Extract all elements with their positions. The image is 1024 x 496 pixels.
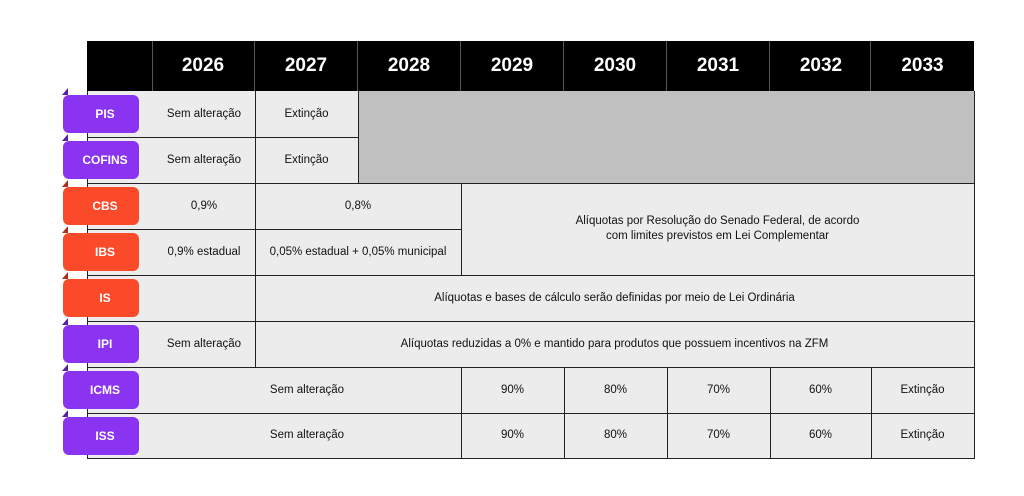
iss-2032-cell: 60% bbox=[770, 413, 871, 458]
grid-line bbox=[255, 91, 256, 183]
grid-line bbox=[87, 229, 461, 230]
is-span-cell: Alíquotas e bases de cálculo serão definidas por meio de Lei Ordinária bbox=[255, 275, 974, 321]
is-2026-cell bbox=[153, 275, 255, 321]
cofins-2027-cell: Extinção bbox=[255, 137, 358, 183]
grid-line bbox=[564, 367, 565, 459]
grid-line bbox=[87, 275, 974, 276]
year-header-2029: 2029 bbox=[490, 55, 534, 76]
grid-line bbox=[87, 458, 974, 459]
row-tag-ipi bbox=[63, 325, 139, 363]
header-divider bbox=[460, 41, 461, 91]
row-tag-cofins bbox=[63, 141, 139, 179]
pis-2027-cell: Extinção bbox=[255, 91, 358, 137]
grid-line bbox=[461, 183, 462, 275]
row-tag-pis bbox=[63, 95, 139, 133]
row-tag-label: ICMS bbox=[90, 383, 120, 397]
grid-line bbox=[87, 367, 974, 368]
row-tag-cbs bbox=[63, 187, 139, 225]
cbs-ibs-2029-2033-cell: Alíquotas por Resolução do Senado Federal, de acordo com limites previstos em Lei Complementar bbox=[461, 183, 974, 275]
grid-line bbox=[770, 367, 771, 459]
row-tag-label: CBS bbox=[92, 199, 118, 213]
grid-line bbox=[461, 367, 462, 459]
icms-2029-cell: 90% bbox=[461, 367, 564, 413]
ibs-2027-2028-cell: 0,05% estadual + 0,05% municipal bbox=[255, 229, 461, 275]
grid-line bbox=[255, 183, 256, 367]
year-header-2032: 2032 bbox=[799, 55, 843, 76]
iss-2031-cell: 70% bbox=[667, 413, 770, 458]
inactive-area bbox=[358, 91, 974, 183]
ibs-2026-cell: 0,9% estadual bbox=[153, 229, 255, 275]
header-divider bbox=[666, 41, 667, 91]
row-tag-ibs bbox=[63, 233, 139, 271]
header-divider bbox=[769, 41, 770, 91]
icms-2032-cell: 60% bbox=[770, 367, 871, 413]
row-tag-iss bbox=[63, 417, 139, 455]
row-tag-label: COFINS bbox=[82, 153, 128, 167]
cofins-2026-cell: Sem alteração bbox=[153, 137, 255, 183]
row-tag-label: ISS bbox=[95, 429, 115, 443]
header-divider bbox=[152, 41, 153, 91]
row-tag-label: IS bbox=[99, 291, 111, 305]
grid-line bbox=[358, 91, 359, 183]
iss-2026-2028-cell: Sem alteração bbox=[153, 413, 461, 458]
icms-2031-cell: 70% bbox=[667, 367, 770, 413]
year-header-2027: 2027 bbox=[284, 55, 328, 76]
header-divider bbox=[357, 41, 358, 91]
row-tag-icms bbox=[63, 371, 139, 409]
row-tag-label: IBS bbox=[94, 245, 115, 259]
cbs-2027-2028-cell: 0,8% bbox=[255, 183, 461, 229]
ipi-span-cell: Alíquotas reduzidas a 0% e mantido para produtos que possuem incentivos na ZFM bbox=[255, 321, 974, 367]
iss-2030-cell: 80% bbox=[564, 413, 667, 458]
year-header-2026: 2026 bbox=[181, 55, 225, 76]
header-divider bbox=[870, 41, 871, 91]
row-tag-label: IPI bbox=[97, 337, 113, 351]
row-tag-is bbox=[63, 279, 139, 317]
year-header-2033: 2033 bbox=[901, 55, 944, 76]
year-header-2031: 2031 bbox=[696, 55, 740, 76]
grid-line bbox=[87, 321, 974, 322]
header-divider bbox=[563, 41, 564, 91]
icms-2030-cell: 80% bbox=[564, 367, 667, 413]
row-tag-label: PIS bbox=[95, 107, 115, 121]
year-header-2030: 2030 bbox=[593, 55, 637, 76]
grid-line bbox=[87, 137, 358, 138]
ipi-2026-cell: Sem alteração bbox=[153, 321, 255, 367]
grid-line bbox=[667, 367, 668, 459]
pis-2026-cell: Sem alteração bbox=[153, 91, 255, 137]
iss-2029-cell: 90% bbox=[461, 413, 564, 458]
grid-line bbox=[87, 183, 974, 184]
iss-2033-cell: Extinção bbox=[871, 413, 974, 458]
grid-line bbox=[87, 413, 974, 414]
cbs-2026-cell: 0,9% bbox=[153, 183, 255, 229]
icms-2026-2028-cell: Sem alteração bbox=[153, 367, 461, 413]
grid-line bbox=[871, 367, 872, 459]
grid-line bbox=[974, 91, 975, 459]
header-divider bbox=[254, 41, 255, 91]
year-header-2028: 2028 bbox=[387, 55, 431, 76]
icms-2033-cell: Extinção bbox=[871, 367, 974, 413]
